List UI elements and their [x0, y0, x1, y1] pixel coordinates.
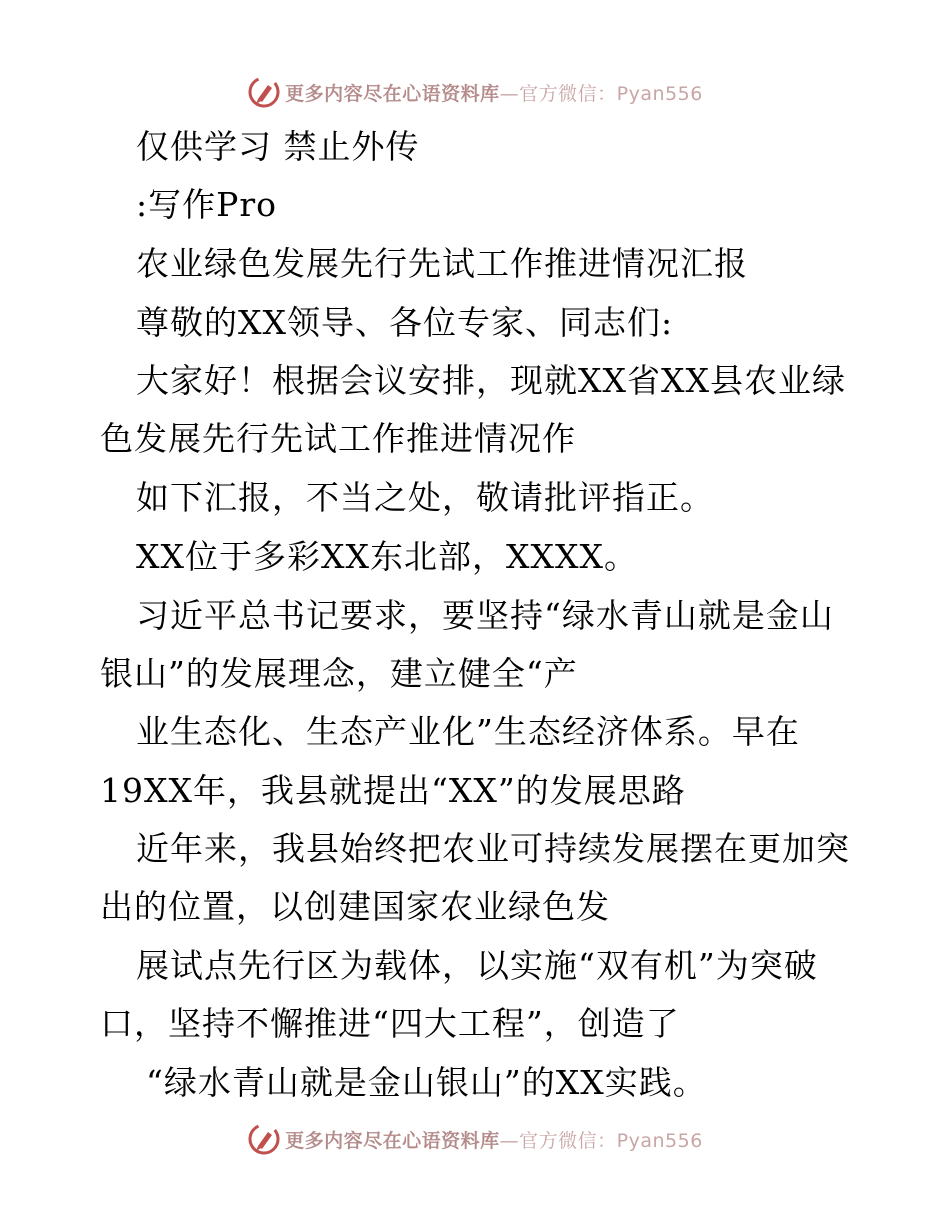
document-title: 农业绿色发展先行先试工作推进情况汇报	[136, 244, 748, 283]
text-line: 业生态化、生态产业化”生态经济体系。早在	[136, 712, 800, 751]
watermark-banner-bottom	[0, 1119, 950, 1159]
text-line: XX位于多彩XX东北部，XXXX。	[136, 537, 638, 576]
text-line: :写作Pro	[136, 185, 277, 224]
text-line: 19XX年，我县就提出“XX”的发展思路	[100, 771, 686, 810]
text-line: 银山”的发展理念，建立健全“产	[100, 654, 578, 693]
watermark-banner-top	[0, 72, 950, 112]
text-line: 习近平总书记要求，要坚持“绿水青山就是金山	[136, 596, 834, 635]
pen-nib-logo-icon	[247, 75, 281, 109]
watermark-text: 更多内容尽在心语资料库—官方微信：Pyan556	[285, 1129, 703, 1152]
watermark-text: 更多内容尽在心语资料库—官方微信：Pyan556	[285, 82, 703, 105]
salutation: 尊敬的XX领导、各位专家、同志们:	[136, 303, 674, 342]
text-line: 口，坚持不懈推进“四大工程”，创造了	[100, 1004, 680, 1043]
pen-nib-logo-icon	[247, 1122, 281, 1156]
text-line: 近年来，我县始终把农业可持续发展摆在更加突	[136, 829, 850, 868]
text-line: “绿水青山就是金山银山”的XX实践。	[146, 1063, 707, 1102]
text-line: 色发展先行先试工作推进情况作	[100, 419, 576, 458]
text-line: 仅供学习 禁止外传	[136, 127, 420, 166]
text-line: 出的位置，以创建国家农业绿色发	[100, 887, 610, 926]
text-line: 如下汇报，不当之处，敬请批评指正。	[136, 478, 714, 517]
text-line: 展试点先行区为载体，以实施“双有机”为突破	[136, 946, 818, 985]
text-line: 大家好！根据会议安排，现就XX省XX县农业绿	[136, 361, 846, 400]
